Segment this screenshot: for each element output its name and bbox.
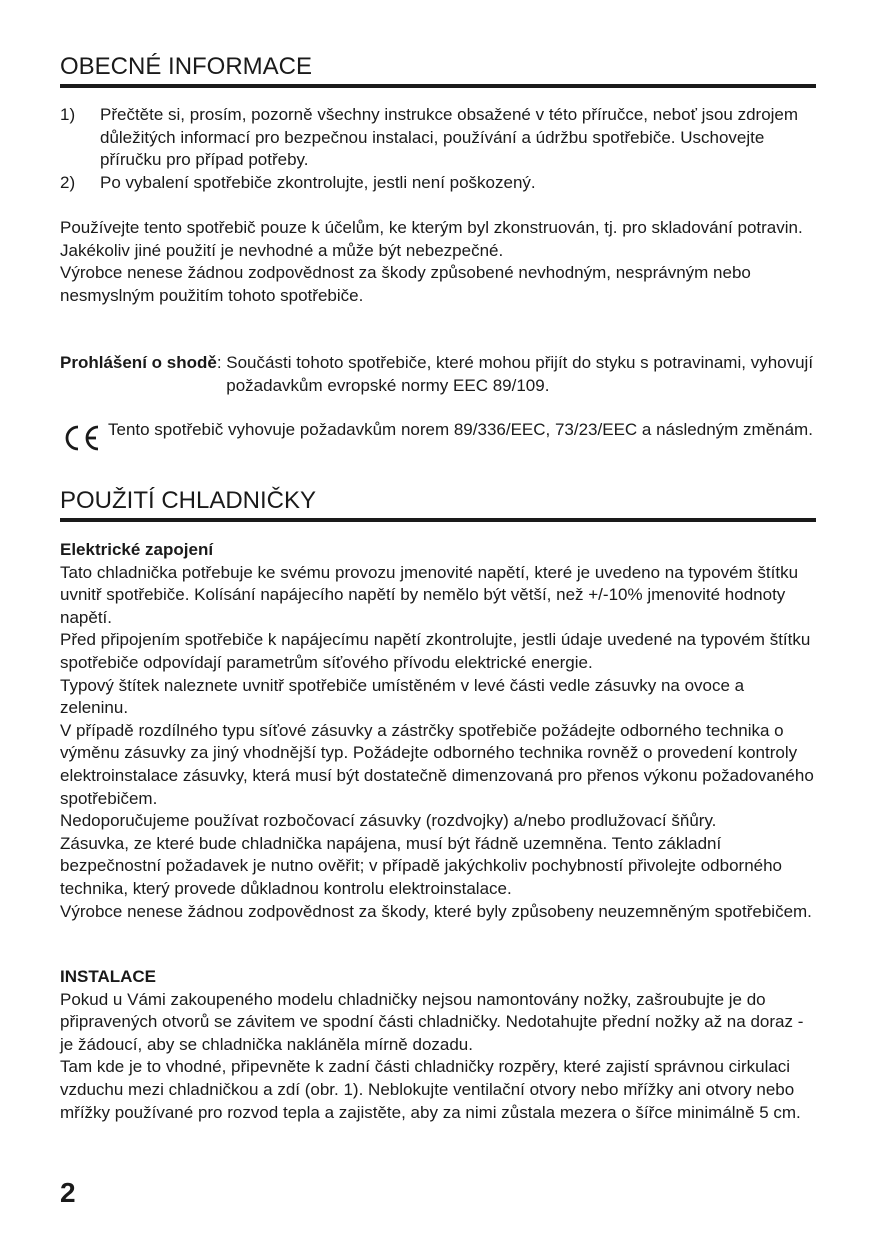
heading-fridge-use: POUŽITÍ CHLADNIČKY (60, 486, 816, 522)
list-item-number: 1) (60, 105, 76, 124)
ce-compliance (60, 419, 820, 460)
installation-paragraph: Tam kde je to vhodné, připevněte k zadní části chladničky rozpěry, které zajistí správnou cirkulaci vzduchu mezi chladničkou a zdí (obr. 1). Neblokujte ventilační otvory nebo mřížky ani otvory nebo mřížky používané pro rozvod tepla a zajistěte, aby za nimi zůstala mezera o šířce minimálně 5 cm. (60, 1057, 801, 1122)
declaration-of-conformity: Prohlášení o shodě : Součásti tohoto spotřebiče, které mohou přijít do styku s potravinami, vyhovují požadavkům evropské normy EEC 89/109. (60, 352, 820, 397)
ce-text: Tento spotřebič vyhovuje požadavkům norem 89/336/EEC, 73/23/EEC a následným změnám. (108, 420, 813, 439)
electrical-paragraph: Nedoporučujeme používat rozbočovací zásuvky (rozdvojky) a/nebo prodlužovací šňůry. (60, 811, 717, 831)
declaration-label: Prohlášení o shodě (60, 353, 217, 372)
ce-mark-icon (60, 419, 108, 460)
electrical-paragraph: Tato chladnička potřebuje ke svému provozu jmenovité napětí, které je uvedeno na typovém štítku uvnitř spotřebiče. Kolísání napájecího napětí by nemělo být větší, než +/-10% jmenovité hodnoty napětí. (60, 562, 799, 627)
electrical-paragraph: Typový štítek naleznete uvnitř spotřebiče umístěném v levé části vedle zásuvky na ovoce a zeleninu. (60, 675, 745, 718)
page-number: 2 (60, 1177, 76, 1208)
list-item-text: Po vybalení spotřebiče zkontrolujte, jestli není poškozený. (100, 172, 536, 192)
installation-paragraph: Pokud u Vámi zakoupeného modelu chladničky nejsou namontovány nožky, zašroubujte je do připravených otvorů se závitem ve spodní části chladničky. Nedotahujte přední nožky až na doraz - je žádoucí, aby se chladnička nakláněla mírně dozadu. (60, 989, 804, 1054)
list-item (60, 104, 816, 172)
installation-section (60, 966, 816, 1124)
electrical-paragraph: V případě rozdílného typu síťové zásuvky a zástrčky spotřebiče požádejte odborného technika o výměnu zásuvky za jiný vhodnější typ. Požádejte odborného technika rovněž o provedení kontroly elektroinstalace zásuvky, která musí být dostatečně dimenzovaná pro přenos výkonu požadovaného spotřebičem. (60, 720, 814, 808)
manufacturer-disclaimer: Výrobce nenese žádnou zodpovědnost za škody způsobené nevhodným, nesprávným nebo nesmyslným použitím tohoto spotřebiče. (60, 263, 751, 305)
usage-text: Používejte tento spotřebič pouze k účelům, ke kterým byl zkonstruován, tj. pro skladování potravin. Jakékoliv jiné použití je nevhodné a může být nebezpečné. (60, 218, 803, 260)
numbered-list (60, 104, 816, 194)
electrical-section (60, 539, 816, 923)
electrical-paragraph: Zásuvka, ze které bude chladnička napájena, musí být řádně uzemněna. Tento základní bezpečnostní požadavek je nutno ověřit; v případě jakýchkoliv pochybností přivolejte odborného technika, který provede důkladnou kontrolu elektroinstalace. (60, 833, 783, 898)
electrical-title: Elektrické zapojení (60, 540, 214, 559)
electrical-paragraph: Výrobce nenese žádnou zodpovědnost za škody, které byly způsobeny neuzemněným spotřebičem. (60, 901, 812, 921)
electrical-paragraph: Před připojením spotřebiče k napájecímu napětí zkontrolujte, jestli údaje uvedené na typovém štítku spotřebiče odpovídají parametrům síťového přívodu elektrické energie. (60, 630, 811, 672)
list-item (60, 172, 816, 195)
list-item-number: 2) (60, 172, 76, 192)
heading-general-info: OBECNÉ INFORMACE (60, 52, 816, 88)
installation-title: INSTALACE (60, 967, 157, 986)
list-item-text: Přečtěte si, prosím, pozorně všechny instrukce obsažené v této příručce, neboť jsou zdrojem důležitých informací pro bezpečnou instalaci, používání a údržbu spotřebiče. Uschovejte příručku pro případ potřeby. (100, 105, 799, 170)
usage-paragraph (60, 217, 816, 307)
declaration-text: Součásti tohoto spotřebiče, které mohou přijít do styku s potravinami, vyhovují požadavkům evropské normy EEC 89/109. (226, 353, 814, 395)
